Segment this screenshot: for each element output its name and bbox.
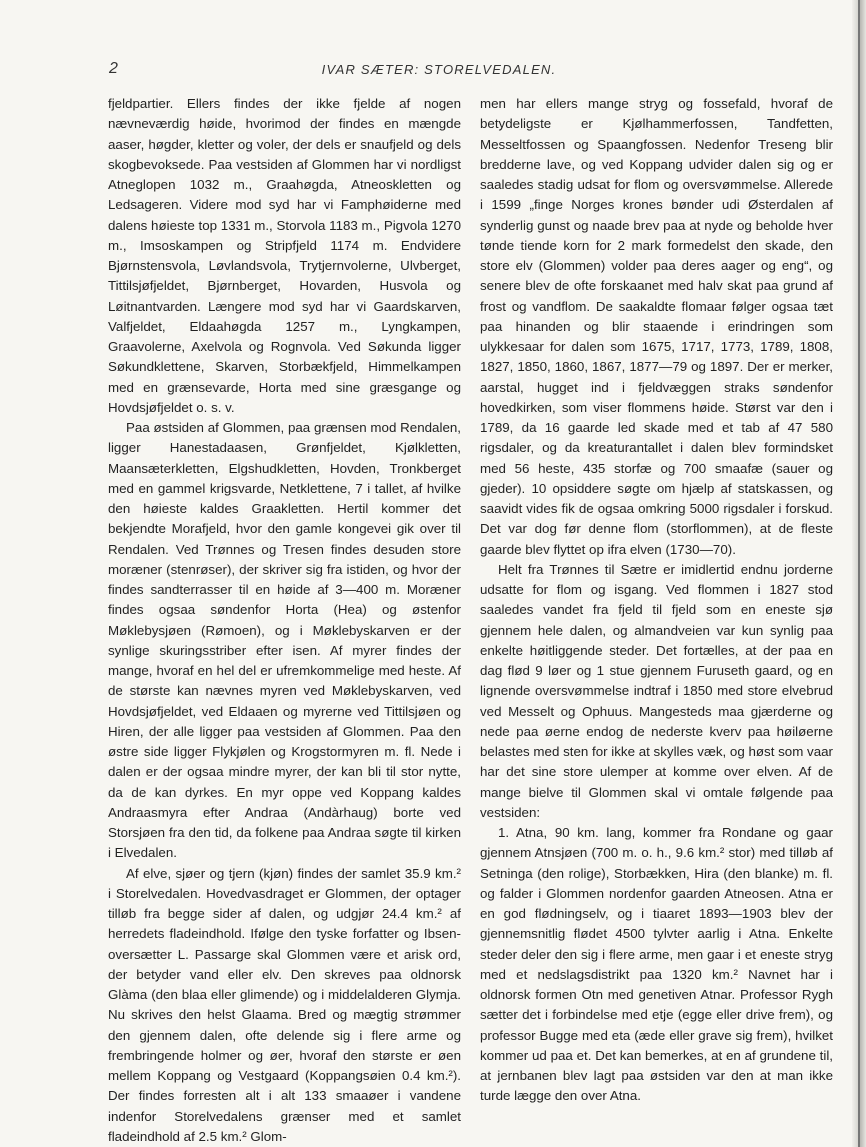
page-number: 2 (109, 60, 118, 77)
text-column-right (480, 94, 833, 1107)
running-title: IVAR SÆTER: STORELVEDALEN. (321, 62, 557, 77)
paragraph: fjeldpartier. Ellers findes der ikke fjelde af nogen nævneværdig høide, hvorimod der findes en mængde aaser, høgder, kletter og voler, der dels er snaufjeld og dels skogbevoksede. Paa vestsiden af Glommen har vi nordligst Atneglopen 1032 m., Graahøgda, Atneoskletten og Ledsageren. Videre mod syd har vi Famphøiderne med dalens høieste top 1331 m., Storvola 1183 m., Pigvola 1270 m., Imsoskampen og Stripfjeld 1174 m. Endvidere Bjørnstensvola, Løvlandsvola, Trytjernvolerne, Ulvberget, Tittilsjøfjeldet, Bjørnberget, Hovarden, Husvola og Løitnantvarden. Længere mod syd har vi Gaardskarven, Valfjeldet, Eldaahøgda 1257 m., Lyngkampen, Graavolerne, Axelvola og Rognvola. Ved Søkunda ligger Søkundklettene, Skarven, Storbækfjeld, Himmelkampen med en grænsevarde, Horta med sine græsgange og Hovdsjøfjeldet o. s. v. (108, 96, 461, 415)
paragraph: 1. Atna, 90 km. lang, kommer fra Rondane og gaar gjennem Atnsjøen (700 m. o. h., 9.6 km.² stor) med tilløb af Setninga (den rolige), Storbækken, Hira (den blanke) m. fl. og falder i Glommen nordenfor gaarden Atneosen. Atna er en god flødningselv, og i tiaaret 1893—1903 blev der gjennemsnitlig flødet 4500 tylvter aarlig i Atna. Enkelte steder deler den sig i flere arme, men gaar i et eneste stryg med et nedslagsdistrikt paa 1320 km.² Navnet har i oldnorsk formen Otn med genetiven Atnar. Professor Rygh sætter det i forbindelse med etje (egge eller drive frem), og professor Bugge med eta (æde eller grave sig frem), hvilket kommer ud paa et. Det kan bemerkes, at en af grundene til, at jernbanen blev lagt paa østsiden var den at man ikke turde lægge den over Atna. (480, 825, 833, 1104)
page-edge-line (858, 0, 860, 1147)
paragraph: Paa østsiden af Glommen, paa grænsen mod Rendalen, ligger Hanestadaasen, Grønfjeldet, Kjølkletten, Maansæterkletten, Elgshudkletten, Hovden, Tronkberget med en gammel krigsvarde, Netklettene, 7 i tallet, af hvilke den høieste kaldes Graakletten. Hertil kommer det bekjendte Morafjeld, hvor den gamle kongevei gik over til Rendalen. Ved Trønnes og Tresen findes desuden store moræner (stenrøser), der skriver sig fra istiden, og hvor der findes sandterrasser til en høide af 3—400 m. Moræner findes ogsaa søndenfor Horta (Hea) og østenfor Møklebysjøen (Rømoen), og i Møklebyskarven er der synlige skuringsstriber efter isen. Af myrer findes der mange, hvoraf en hel del er ufremkommelige med heste. Af de største kan nævnes myren ved Møklebyskarven, ved Hovdsjøfjeldet, ved Eldaaen og myrerne ved Tittilsjøen og Hiren, der alle ligger paa vestsiden af Glommen. Paa den østre side ligger Flykjølen og Krogstormyren m. fl. Nede i dalen er der ogsaa mindre myrer, der kan bli til stor nytte, da de kan dyrkes. En myr oppe ved Koppang kaldes Andraasmyra efter Andraa (Andàrhaug) borte ved Storsjøen fra den tid, da folkene paa Andraa søgte til kirken i Elvedalen. (108, 420, 461, 861)
paragraph: Af elve, sjøer og tjern (kjøn) findes der samlet 35.9 km.² i Storelvedalen. Hovedvasdraget er Glommen, der optager tilløb fra begge sider af dalen, og udgjør 24.4 km.² af herredets fladeindhold. Ifølge den tyske forfatter og Ibsen-oversætter L. Passarge skal Glommen være et arisk ord, der betyder vand eller elv. Den skreves paa oldnorsk Glàma (den blaa eller glimende) og i middelalderen Glymja. Nu skrives den helst Glaama. Bred og mægtig strømmer den gjennem dalen, ofte delende sig i flere arme og frembringende holmer og øer, hvoraf den største er øen mellem Koppang og Vestgaard (Koppangsøien 0.4 km.²). Der findes forresten alt i alt 133 smaaøer i vandene indenfor Storelvedalens grænser med et samlet fladeindhold af 2.5 km.² Glom- (108, 865, 461, 1144)
text-column-left (108, 94, 461, 1147)
paragraph: Helt fra Trønnes til Sætre er imidlertid endnu jorderne udsatte for flom og isgang. Ved flommen i 1827 stod saaledes vandet fra fjeld til fjeld som en eneste sjø gjennem hele dalen, og almandveien var kun synlig paa enkelte høitliggende steder. Det fortælles, at der paa en dag flød 9 løer og 1 stue gjennem Furuseth gaard, og en lignende oversvømmelse indtraf i 1850 med store elvebrud ved Messelt og Ophuus. Mangesteds maa gjærderne og nede paa øerne endog de nederste kverv paa høiløerne belastes med sten for ikke at skylles væk, og høst som vaar har det sine store ulemper at komme over elven. Af de mange bielve til Glommen skal vi omtale følgende paa vestsiden: (480, 561, 834, 820)
page-header (109, 60, 769, 86)
paragraph: men har ellers mange stryg og fossefald, hvoraf de betydeligste er Kjølhammerfossen, Tandfetten, Messeltfossen og Spaangfossen. Nedenfor Treseng blir bredderne lave, og ved Koppang udvider dalen sig og er saaledes stadig udsat for flom og oversvømmelse. Allerede i 1599 „finge Norges krones bønder udi Østerdalen af synderlig gunst og naade brev paa at nyde og beholde hver tønde tiende korn for 2 mark formedelst den skade, den store elv (Glommen) volder paa deres aager og eng“, og senere blev de ofte forskaanet med halv skat paa grund af frost og vandflom. De saakaldte flomaar følger ogsaa tæt paa hinanden og blir staaende i erindringen som ulykkesaar for dalen som 1675, 1717, 1773, 1789, 1808, 1827, 1850, 1860, 1867, 1877—79 og 1897. Der er merker, aarstal, hugget ind i fjeldvæggen straks søndenfor hovedkirken, som viser flommens høide. Størst var den i 1789, da 16 gaarde led skade med et tab af 47 580 rigsdaler, og da kreaturantallet i dalen blev formindsket med 56 heste, 435 storfæ og 700 smaafæ (sauer og gjeder). 10 opsiddere søgte om hjælp af statskassen, og saavidt vides fik de ogsaa omkring 5000 rigsdaler i forskud. Det var dog før denne flom (storflommen), at de fleste gaarde blev flyttet op ifra elven (1730—70). (480, 96, 833, 557)
